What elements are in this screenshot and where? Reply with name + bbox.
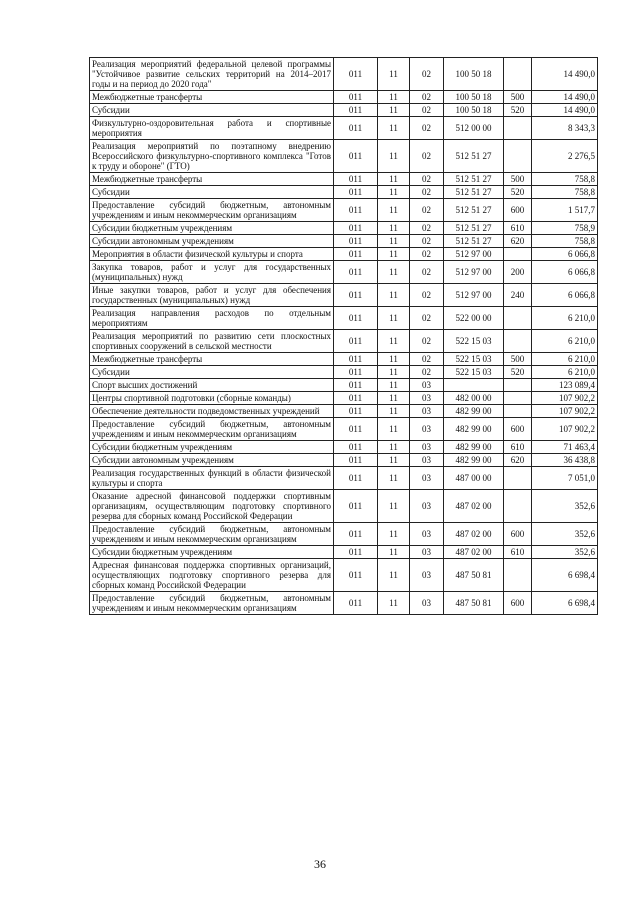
table-row — [90, 261, 598, 284]
amount-cell: 6 066,8 — [532, 248, 598, 261]
amount-cell: 6 210,0 — [532, 307, 598, 330]
expense-type-cell: 520 — [504, 186, 532, 199]
target-article-cell: 512 00 00 — [444, 117, 504, 140]
ved-code-cell: 011 — [334, 330, 378, 353]
amount-cell: 8 343,3 — [532, 117, 598, 140]
section-code-cell: 11 — [378, 173, 410, 186]
subsection-code-cell: 02 — [410, 117, 444, 140]
row-name-cell: Предоставление субсидий бюджетным, автономным учреждениям и иным некоммерческим организациям — [90, 418, 334, 441]
subsection-code-cell: 02 — [410, 140, 444, 173]
table-row — [90, 248, 598, 261]
ved-code-cell: 011 — [334, 248, 378, 261]
row-name-cell: Реализация направления расходов по отдельным мероприятиям — [90, 307, 334, 330]
expense-type-cell — [504, 117, 532, 140]
row-name-cell: Реализация мероприятий по поэтапному внедрению Всероссийского физкультурно-спортивного комплекса "Готов к труду и обороне" (ГТО) — [90, 140, 334, 173]
ved-code-cell: 011 — [334, 222, 378, 235]
ved-code-cell: 011 — [334, 261, 378, 284]
target-article-cell: 522 15 03 — [444, 353, 504, 366]
target-article-cell: 100 50 18 — [444, 91, 504, 104]
row-name-cell: Субсидии — [90, 366, 334, 379]
ved-code-cell: 011 — [334, 199, 378, 222]
amount-cell: 107 902,2 — [532, 418, 598, 441]
amount-cell: 14 490,0 — [532, 104, 598, 117]
section-code-cell: 11 — [378, 140, 410, 173]
subsection-code-cell: 03 — [410, 454, 444, 467]
target-article-cell: 482 99 00 — [444, 441, 504, 454]
subsection-code-cell: 03 — [410, 467, 444, 490]
section-code-cell: 11 — [378, 91, 410, 104]
table-row — [90, 405, 598, 418]
expense-type-cell: 620 — [504, 454, 532, 467]
table-row — [90, 441, 598, 454]
amount-cell: 14 490,0 — [532, 91, 598, 104]
section-code-cell: 11 — [378, 379, 410, 392]
expense-type-cell: 600 — [504, 592, 532, 615]
row-name-cell: Субсидии автономным учреждениям — [90, 454, 334, 467]
row-name-cell: Субсидии — [90, 104, 334, 117]
amount-cell: 6 210,0 — [532, 330, 598, 353]
row-name-cell: Субсидии — [90, 186, 334, 199]
expense-type-cell: 610 — [504, 222, 532, 235]
expense-type-cell: 600 — [504, 523, 532, 546]
expense-type-cell — [504, 392, 532, 405]
row-name-cell: Межбюджетные трансферты — [90, 91, 334, 104]
subsection-code-cell: 02 — [410, 199, 444, 222]
ved-code-cell: 011 — [334, 559, 378, 592]
target-article-cell: 512 51 27 — [444, 199, 504, 222]
target-article-cell: 487 02 00 — [444, 523, 504, 546]
subsection-code-cell: 03 — [410, 379, 444, 392]
expense-type-cell: 500 — [504, 173, 532, 186]
amount-cell: 7 051,0 — [532, 467, 598, 490]
section-code-cell: 11 — [378, 58, 410, 91]
target-article-cell: 512 51 27 — [444, 173, 504, 186]
target-article-cell: 512 97 00 — [444, 261, 504, 284]
amount-cell: 352,6 — [532, 546, 598, 559]
expense-type-cell: 500 — [504, 91, 532, 104]
ved-code-cell: 011 — [334, 186, 378, 199]
row-name-cell: Субсидии бюджетным учреждениям — [90, 546, 334, 559]
target-article-cell: 100 50 18 — [444, 104, 504, 117]
amount-cell: 123 089,4 — [532, 379, 598, 392]
row-name-cell: Центры спортивной подготовки (сборные команды) — [90, 392, 334, 405]
ved-code-cell: 011 — [334, 592, 378, 615]
row-name-cell: Спорт высших достижений — [90, 379, 334, 392]
target-article-cell: 522 15 03 — [444, 330, 504, 353]
section-code-cell: 11 — [378, 261, 410, 284]
row-name-cell: Мероприятия в области физической культуры и спорта — [90, 248, 334, 261]
subsection-code-cell: 02 — [410, 307, 444, 330]
amount-cell: 36 438,8 — [532, 454, 598, 467]
target-article-cell: 512 97 00 — [444, 284, 504, 307]
ved-code-cell: 011 — [334, 140, 378, 173]
table-row — [90, 173, 598, 186]
expense-type-cell: 520 — [504, 366, 532, 379]
subsection-code-cell: 03 — [410, 490, 444, 523]
row-name-cell: Реализация мероприятий по развитию сети плоскостных спортивных сооружений в сельской местности — [90, 330, 334, 353]
subsection-code-cell: 02 — [410, 104, 444, 117]
row-name-cell: Межбюджетные трансферты — [90, 353, 334, 366]
row-name-cell: Реализация государственных функций в области физической культуры и спорта — [90, 467, 334, 490]
amount-cell: 6 698,4 — [532, 592, 598, 615]
expense-type-cell: 610 — [504, 441, 532, 454]
ved-code-cell: 011 — [334, 467, 378, 490]
subsection-code-cell: 02 — [410, 58, 444, 91]
row-name-cell: Предоставление субсидий бюджетным, автономным учреждениям и иным некоммерческим организациям — [90, 523, 334, 546]
amount-cell: 6 066,8 — [532, 261, 598, 284]
ved-code-cell: 011 — [334, 523, 378, 546]
budget-table — [89, 57, 598, 615]
subsection-code-cell: 03 — [410, 523, 444, 546]
ved-code-cell: 011 — [334, 117, 378, 140]
table-row — [90, 117, 598, 140]
row-name-cell: Иные закупки товаров, работ и услуг для обеспечения государственных (муниципальных) нужд — [90, 284, 334, 307]
target-article-cell: 487 02 00 — [444, 490, 504, 523]
row-name-cell: Физкультурно-оздоровительная работа и спортивные мероприятия — [90, 117, 334, 140]
subsection-code-cell: 02 — [410, 261, 444, 284]
ved-code-cell: 011 — [334, 235, 378, 248]
section-code-cell: 11 — [378, 441, 410, 454]
target-article-cell: 100 50 18 — [444, 58, 504, 91]
section-code-cell: 11 — [378, 392, 410, 405]
amount-cell: 6 210,0 — [532, 353, 598, 366]
amount-cell: 352,6 — [532, 523, 598, 546]
table-row — [90, 186, 598, 199]
section-code-cell: 11 — [378, 235, 410, 248]
table-row — [90, 222, 598, 235]
expense-type-cell — [504, 248, 532, 261]
expense-type-cell: 500 — [504, 353, 532, 366]
section-code-cell: 11 — [378, 592, 410, 615]
table-body — [90, 58, 598, 615]
amount-cell: 758,9 — [532, 222, 598, 235]
subsection-code-cell: 02 — [410, 91, 444, 104]
ved-code-cell: 011 — [334, 418, 378, 441]
expense-type-cell — [504, 307, 532, 330]
amount-cell: 14 490,0 — [532, 58, 598, 91]
ved-code-cell: 011 — [334, 546, 378, 559]
section-code-cell: 11 — [378, 454, 410, 467]
target-article-cell: 512 51 27 — [444, 186, 504, 199]
section-code-cell: 11 — [378, 248, 410, 261]
table-row — [90, 467, 598, 490]
row-name-cell: Субсидии бюджетным учреждениям — [90, 222, 334, 235]
section-code-cell: 11 — [378, 353, 410, 366]
expense-type-cell: 620 — [504, 235, 532, 248]
amount-cell: 352,6 — [532, 490, 598, 523]
expense-type-cell — [504, 140, 532, 173]
section-code-cell: 11 — [378, 186, 410, 199]
expense-type-cell: 520 — [504, 104, 532, 117]
section-code-cell: 11 — [378, 117, 410, 140]
table-row — [90, 91, 598, 104]
subsection-code-cell: 02 — [410, 330, 444, 353]
table-row — [90, 559, 598, 592]
table-row — [90, 546, 598, 559]
ved-code-cell: 011 — [334, 392, 378, 405]
ved-code-cell: 011 — [334, 58, 378, 91]
ved-code-cell: 011 — [334, 490, 378, 523]
amount-cell: 6 698,4 — [532, 559, 598, 592]
target-article-cell: 512 51 27 — [444, 222, 504, 235]
amount-cell: 758,8 — [532, 186, 598, 199]
section-code-cell: 11 — [378, 366, 410, 379]
expense-type-cell — [504, 58, 532, 91]
table-row — [90, 366, 598, 379]
section-code-cell: 11 — [378, 418, 410, 441]
expense-type-cell — [504, 379, 532, 392]
section-code-cell: 11 — [378, 467, 410, 490]
section-code-cell: 11 — [378, 104, 410, 117]
ved-code-cell: 011 — [334, 173, 378, 186]
table-row — [90, 307, 598, 330]
target-article-cell: 512 97 00 — [444, 248, 504, 261]
target-article-cell: 512 51 27 — [444, 235, 504, 248]
row-name-cell: Предоставление субсидий бюджетным, автономным учреждениям и иным некоммерческим организациям — [90, 199, 334, 222]
subsection-code-cell: 03 — [410, 546, 444, 559]
expense-type-cell — [504, 330, 532, 353]
section-code-cell: 11 — [378, 546, 410, 559]
target-article-cell: 482 99 00 — [444, 405, 504, 418]
table-row — [90, 392, 598, 405]
row-name-cell: Адресная финансовая поддержка спортивных организаций, осуществляющих подготовку спортивного резерва для сборных команд Российской Федерации — [90, 559, 334, 592]
subsection-code-cell: 02 — [410, 284, 444, 307]
table-row — [90, 104, 598, 117]
section-code-cell: 11 — [378, 405, 410, 418]
section-code-cell: 11 — [378, 523, 410, 546]
expense-type-cell: 610 — [504, 546, 532, 559]
target-article-cell: 487 50 81 — [444, 559, 504, 592]
ved-code-cell: 011 — [334, 307, 378, 330]
table-row — [90, 592, 598, 615]
table-row — [90, 140, 598, 173]
expense-type-cell: 240 — [504, 284, 532, 307]
table-row — [90, 284, 598, 307]
ved-code-cell: 011 — [334, 379, 378, 392]
subsection-code-cell: 02 — [410, 248, 444, 261]
target-article-cell: 487 02 00 — [444, 546, 504, 559]
table-row — [90, 58, 598, 91]
section-code-cell: 11 — [378, 284, 410, 307]
expense-type-cell: 200 — [504, 261, 532, 284]
subsection-code-cell: 03 — [410, 559, 444, 592]
section-code-cell: 11 — [378, 330, 410, 353]
subsection-code-cell: 03 — [410, 418, 444, 441]
table-row — [90, 199, 598, 222]
subsection-code-cell: 02 — [410, 235, 444, 248]
amount-cell: 6 210,0 — [532, 366, 598, 379]
table-row — [90, 490, 598, 523]
table-row — [90, 235, 598, 248]
subsection-code-cell: 03 — [410, 405, 444, 418]
ved-code-cell: 011 — [334, 454, 378, 467]
target-article-cell: 487 00 00 — [444, 467, 504, 490]
table-row — [90, 418, 598, 441]
target-article-cell: 522 15 03 — [444, 366, 504, 379]
row-name-cell: Межбюджетные трансферты — [90, 173, 334, 186]
target-article-cell: 522 00 00 — [444, 307, 504, 330]
row-name-cell: Оказание адресной финансовой поддержки спортивным организациям, осуществляющим подготовку спортивного резерва для сборных команд Российской Федерации — [90, 490, 334, 523]
ved-code-cell: 011 — [334, 91, 378, 104]
section-code-cell: 11 — [378, 199, 410, 222]
expense-type-cell — [504, 490, 532, 523]
subsection-code-cell: 03 — [410, 392, 444, 405]
expense-type-cell — [504, 467, 532, 490]
subsection-code-cell: 02 — [410, 173, 444, 186]
subsection-code-cell: 02 — [410, 186, 444, 199]
section-code-cell: 11 — [378, 222, 410, 235]
target-article-cell: 482 99 00 — [444, 454, 504, 467]
expense-type-cell — [504, 405, 532, 418]
ved-code-cell: 011 — [334, 353, 378, 366]
expense-type-cell — [504, 559, 532, 592]
amount-cell: 758,8 — [532, 235, 598, 248]
section-code-cell: 11 — [378, 307, 410, 330]
ved-code-cell: 011 — [334, 405, 378, 418]
amount-cell: 107 902,2 — [532, 405, 598, 418]
table-row — [90, 330, 598, 353]
table-row — [90, 523, 598, 546]
target-article-cell: 512 51 27 — [444, 140, 504, 173]
section-code-cell: 11 — [378, 490, 410, 523]
table-row — [90, 379, 598, 392]
target-article-cell: 487 50 81 — [444, 592, 504, 615]
subsection-code-cell: 03 — [410, 441, 444, 454]
ved-code-cell: 011 — [334, 104, 378, 117]
ved-code-cell: 011 — [334, 366, 378, 379]
amount-cell: 758,8 — [532, 173, 598, 186]
row-name-cell: Предоставление субсидий бюджетным, автономным учреждениям и иным некоммерческим организациям — [90, 592, 334, 615]
amount-cell: 6 066,8 — [532, 284, 598, 307]
ved-code-cell: 011 — [334, 441, 378, 454]
subsection-code-cell: 02 — [410, 366, 444, 379]
subsection-code-cell: 02 — [410, 353, 444, 366]
page-number: 36 — [314, 857, 326, 871]
target-article-cell — [444, 379, 504, 392]
table-row — [90, 454, 598, 467]
expense-type-cell: 600 — [504, 418, 532, 441]
amount-cell: 107 902,2 — [532, 392, 598, 405]
amount-cell: 2 276,5 — [532, 140, 598, 173]
row-name-cell: Субсидии бюджетным учреждениям — [90, 441, 334, 454]
row-name-cell: Обеспечение деятельности подведомственных учреждений — [90, 405, 334, 418]
target-article-cell: 482 99 00 — [444, 418, 504, 441]
table-row — [90, 353, 598, 366]
row-name-cell: Закупка товаров, работ и услуг для государственных (муниципальных) нужд — [90, 261, 334, 284]
target-article-cell: 482 00 00 — [444, 392, 504, 405]
amount-cell: 71 463,4 — [532, 441, 598, 454]
amount-cell: 1 517,7 — [532, 199, 598, 222]
row-name-cell: Реализация мероприятий федеральной целевой программы "Устойчивое развитие сельских территорий на 2014–2017 годы и на период до 2020 года" — [90, 58, 334, 91]
ved-code-cell: 011 — [334, 284, 378, 307]
row-name-cell: Субсидии автономным учреждениям — [90, 235, 334, 248]
subsection-code-cell: 02 — [410, 222, 444, 235]
section-code-cell: 11 — [378, 559, 410, 592]
expense-type-cell: 600 — [504, 199, 532, 222]
subsection-code-cell: 03 — [410, 592, 444, 615]
